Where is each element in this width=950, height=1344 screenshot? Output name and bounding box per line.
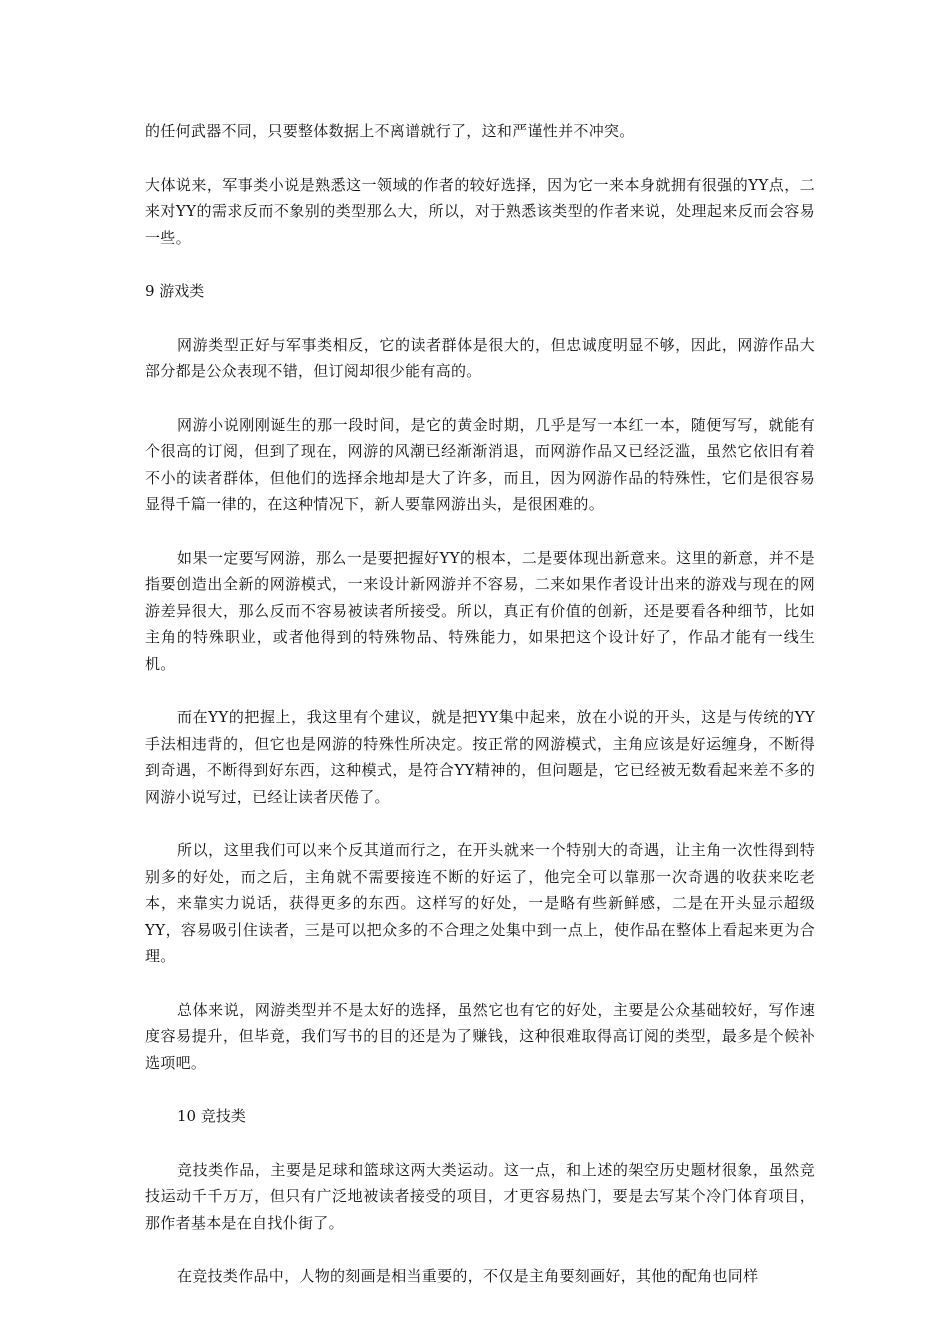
paragraph-game-intro: 网游类型正好与军事类相反，它的读者群体是很大的，但忠诚度明显不够，因此，网游作品大部分都是公众表现不错，但订阅却很少能有高的。 [145,335,815,380]
section-heading-sports: 10 竞技类 [177,1107,246,1125]
paragraph-sports-characters: 在竞技类作品中，人物的刻画是相当重要的，不仅是主角要刻画好，其他的配角也同样 [177,1267,759,1285]
paragraph-weapons-end: 的任何武器不同，只要整体数据上不离谱就行了，这和严谨性并不冲突。 [145,122,635,140]
paragraph-game-advice: 如果一定要写网游，那么一是要把握好YY的根本，二是要体现出新意来。这里的新意，并不是指要创造出全新的网游模式，一来设计新网游并不容易，二来如果作者设计出来的游戏与现在的网游差异很大，那么反而不容易被读者所接受。所以，真正有价值的创新，还是要看各种细节，比如主角的特殊职业，或者他得到的特殊物品、特殊能力，如果把这个设计好了，作品才能有一线生机。 [145,548,815,673]
paragraph-sports-intro: 竞技类作品，主要是足球和篮球这两大类运动。这一点，和上述的架空历史题材很象，虽然竞技运动千千万万，但只有广泛地被读者接受的项目，才更容易热门，要是去写某个冷门体育项目，那作者基本是在自找仆街了。 [145,1160,815,1232]
section-heading-game: 9 游戏类 [145,282,205,300]
paragraph-military-summary: 大体说来，军事类小说是熟悉这一领域的作者的较好选择，因为它一来本身就拥有很强的YY点，二来对YY的需求反而不象别的类型那么大，所以，对于熟悉该类型的作者来说，处理起来反而会容易一些。 [145,175,815,247]
paragraph-game-yy: 而在YY的把握上，我这里有个建议，就是把YY集中起来，放在小说的开头，这是与传统的YY手法相违背的，但它也是网游的特殊性所决定。按正常的网游模式，主角应该是好运缠身，不断得到奇遇，不断得到好东西，这种模式，是符合YY精神的，但问题是，它已经被无数看起来差不多的网游小说写过，已经让读者厌倦了。 [145,708,815,806]
paragraph-game-history: 网游小说刚刚诞生的那一段时间，是它的黄金时期，几乎是写一本红一本，随便写写，就能有个很高的订阅，但到了现在，网游的风潮已经渐渐消退，而网游作品又已经泛滥，虽然它依旧有着不小的读者群体，但他们的选择余地却是大了许多，而且，因为网游作品的特殊性，它们是很容易显得千篇一律的，在这种情况下，新人要靠网游出头，是很困难的。 [145,415,815,513]
paragraph-game-summary: 总体来说，网游类型并不是太好的选择，虽然它也有它的好处，主要是公众基础较好，写作速度容易提升，但毕竟，我们写书的目的还是为了赚钱，这种很难取得高订阅的类型，最多是个候补选项吧。 [145,1000,815,1072]
document-page [145,118,815,1317]
paragraph-game-reverse: 所以，这里我们可以来个反其道而行之，在开头就来一个特别大的奇遇，让主角一次性得到特别多的好处，而之后，主角就不需要接连不断的好运了，他完全可以靠那一次奇遇的收获来吃老本，来靠实力说话，获得更多的东西。这样写的好处，一是略有些新鲜感，二是在开头显示超级YY，容易吸引住读者，三是可以把众多的不合理之处集中到一点上，使作品在整体上看起来更为合理。 [145,841,815,965]
